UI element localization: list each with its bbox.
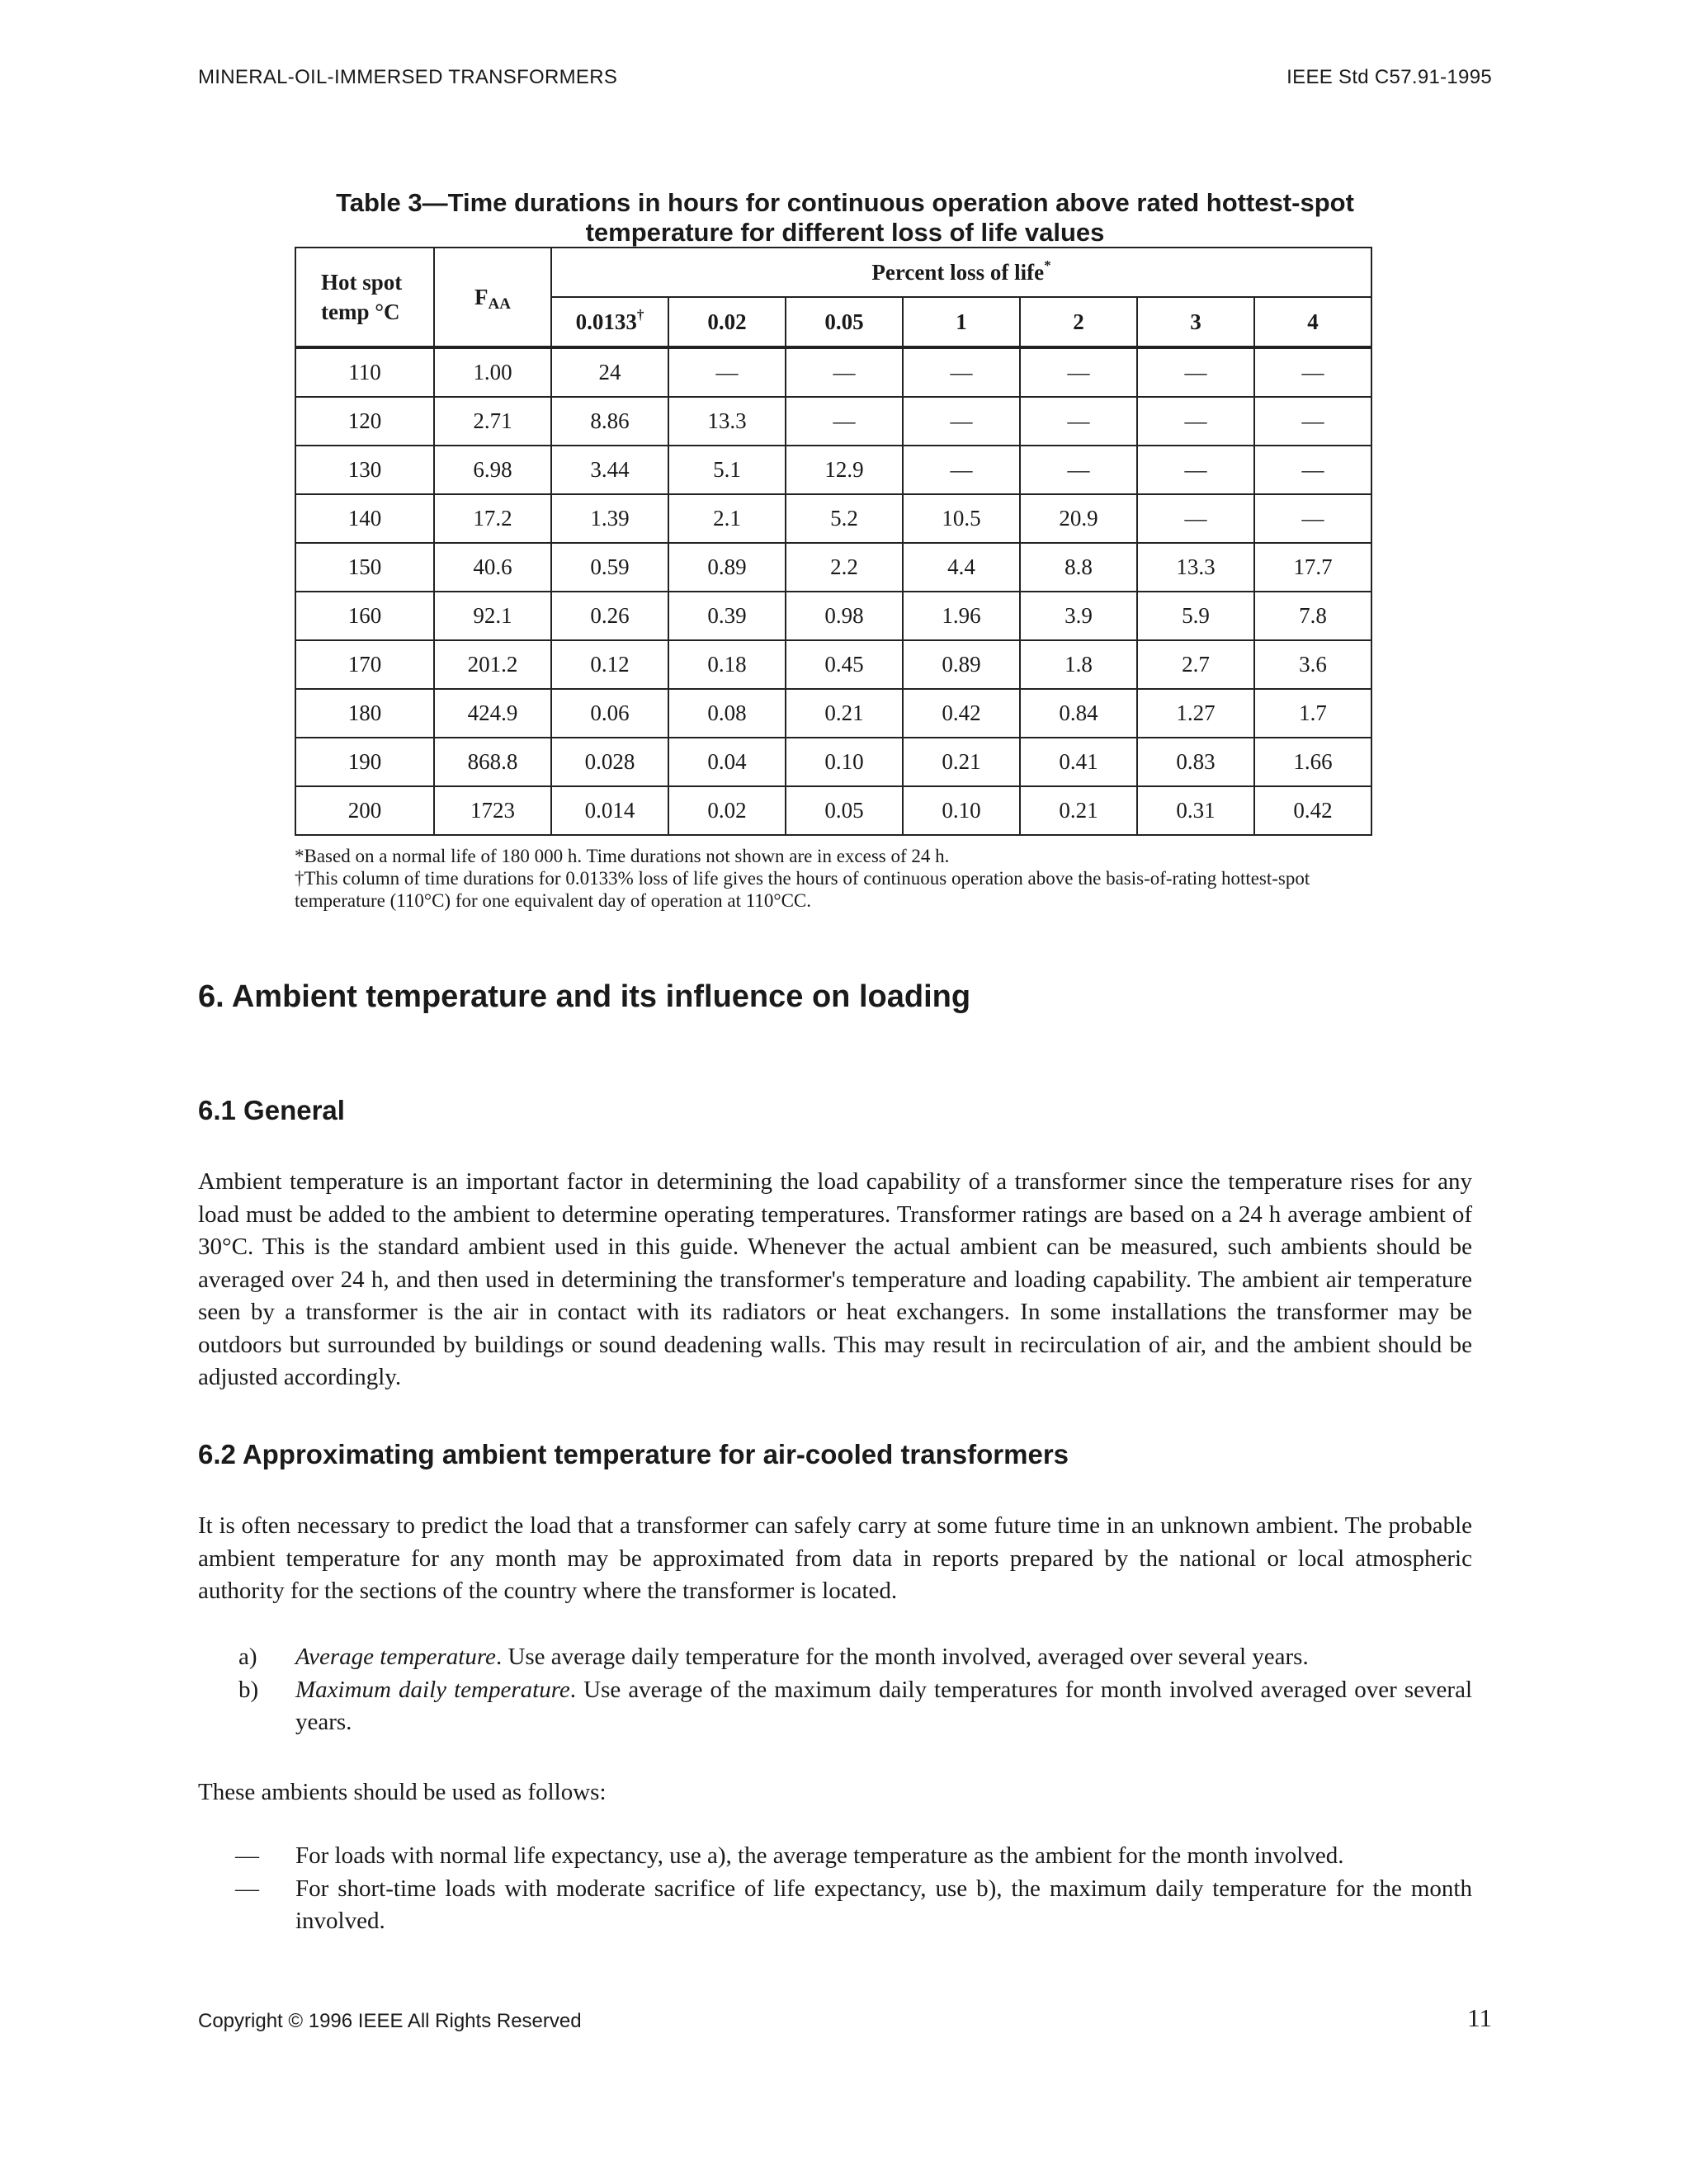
cell-duration: —: [1137, 446, 1254, 494]
cell-duration: 8.8: [1020, 543, 1137, 592]
cell-duration: 0.39: [668, 592, 786, 640]
table-body: [295, 347, 1371, 835]
cell-duration: 0.028: [551, 738, 668, 786]
cell-duration: 1.96: [903, 592, 1020, 640]
cell-hot-spot-temp: 160: [295, 592, 434, 640]
footnote-marker-asterisk: *: [1044, 257, 1051, 273]
cell-hot-spot-temp: 200: [295, 786, 434, 835]
table-row: [295, 592, 1371, 640]
cell-hot-spot-temp: 120: [295, 397, 434, 446]
cell-faa: 92.1: [434, 592, 551, 640]
header-loss-0-0133: [551, 297, 668, 347]
cell-faa: 424.9: [434, 689, 551, 738]
table-footnotes: [295, 845, 1384, 912]
cell-duration: 7.8: [1254, 592, 1371, 640]
list-marker-a: a): [238, 1644, 257, 1670]
header-title: MINERAL-OIL-IMMERSED TRANSFORMERS: [198, 66, 618, 88]
section-6-heading: 6. Ambient temperature and its influence on loading: [198, 979, 971, 1014]
header-percent-loss-label: Percent loss of life: [871, 259, 1045, 285]
list-item-a-text: . Use average daily temperature for the month involved, averaged over several years.: [495, 1644, 1309, 1670]
table-row: [295, 494, 1371, 543]
header-loss-0-0133-value: 0.0133: [575, 309, 637, 334]
cell-duration: 0.014: [551, 786, 668, 835]
cell-duration: 10.5: [903, 494, 1020, 543]
cell-faa: 201.2: [434, 640, 551, 689]
cell-duration: —: [786, 347, 903, 397]
cell-duration: 0.42: [903, 689, 1020, 738]
cell-duration: —: [1254, 446, 1371, 494]
cell-duration: 8.86: [551, 397, 668, 446]
table-title-line-2: temperature for different loss of life values: [585, 218, 1105, 247]
usage-item-text: For short-time loads with moderate sacrifice of life expectancy, use b), the maximum daily temperature for the month involved.: [295, 1875, 1472, 1934]
header-hot-spot-line-2: temp °C: [321, 300, 400, 324]
cell-duration: 24: [551, 347, 668, 397]
section-6-2-paragraph: It is often necessary to predict the load that a transformer can safely carry at some future time in an unknown ambient. The probable ambient temperature for any month may be approximated from data in reports prepared by the national or local atmospheric authority for the sections of the country where the transformer is located.: [198, 1512, 1472, 1604]
header-standard-number: IEEE Std C57.91-1995: [1286, 66, 1492, 88]
cell-duration: 0.26: [551, 592, 668, 640]
term-maximum-daily-temperature: Maximum daily temperature: [295, 1676, 570, 1703]
usage-item: [198, 1840, 1472, 1873]
cell-duration: —: [1137, 397, 1254, 446]
cell-duration: 0.05: [786, 786, 903, 835]
header-loss-column: 1: [903, 297, 1020, 347]
copyright-notice: Copyright © 1996 IEEE All Rights Reserved: [198, 2010, 582, 2032]
cell-duration: 2.1: [668, 494, 786, 543]
cell-hot-spot-temp: 140: [295, 494, 434, 543]
header-loss-column: 0.02: [668, 297, 786, 347]
cell-duration: —: [1137, 494, 1254, 543]
cell-duration: 0.10: [903, 786, 1020, 835]
list-item-a: [198, 1641, 1472, 1674]
cell-duration: 20.9: [1020, 494, 1137, 543]
cell-duration: 0.89: [903, 640, 1020, 689]
cell-duration: 3.9: [1020, 592, 1137, 640]
table-row: [295, 689, 1371, 738]
usage-intro: These ambients should be used as follows:: [198, 1779, 607, 1805]
header-faa-subscript: AA: [488, 295, 511, 313]
cell-duration: —: [1254, 494, 1371, 543]
cell-duration: 4.4: [903, 543, 1020, 592]
term-average-temperature: Average temperature: [295, 1644, 496, 1670]
cell-duration: —: [1254, 397, 1371, 446]
cell-duration: 0.06: [551, 689, 668, 738]
usage-list: [198, 1840, 1472, 1938]
cell-hot-spot-temp: 170: [295, 640, 434, 689]
table-row: [295, 786, 1371, 835]
list-item-b: [198, 1674, 1472, 1739]
dash-marker: —: [235, 1875, 259, 1902]
cell-duration: 0.84: [1020, 689, 1137, 738]
table-row: [295, 446, 1371, 494]
cell-duration: 0.59: [551, 543, 668, 592]
table-title: [248, 188, 1442, 248]
cell-duration: 13.3: [668, 397, 786, 446]
cell-duration: —: [1020, 446, 1137, 494]
header-percent-loss-of-life: [551, 248, 1371, 297]
cell-duration: 0.21: [1020, 786, 1137, 835]
cell-faa: 2.71: [434, 397, 551, 446]
cell-duration: 12.9: [786, 446, 903, 494]
cell-duration: 13.3: [1137, 543, 1254, 592]
table-title-line-1: Table 3—Time durations in hours for continuous operation above rated hottest-spot: [336, 188, 1354, 217]
cell-duration: 1.66: [1254, 738, 1371, 786]
cell-duration: —: [903, 446, 1020, 494]
cell-duration: 1.27: [1137, 689, 1254, 738]
table-row: [295, 543, 1371, 592]
list-marker-b: b): [238, 1676, 259, 1703]
cell-duration: —: [1254, 347, 1371, 397]
cell-faa: 868.8: [434, 738, 551, 786]
temperature-definitions-list: [198, 1641, 1472, 1739]
header-faa: [434, 248, 551, 347]
cell-hot-spot-temp: 130: [295, 446, 434, 494]
header-loss-column: 4: [1254, 297, 1371, 347]
cell-duration: 2.2: [786, 543, 903, 592]
cell-duration: 1.7: [1254, 689, 1371, 738]
cell-duration: 0.41: [1020, 738, 1137, 786]
table-row: [295, 738, 1371, 786]
footnote-asterisk: *Based on a normal life of 180 000 h. Time durations not shown are in excess of 24 h.: [295, 846, 950, 866]
table-row: [295, 640, 1371, 689]
cell-faa: 40.6: [434, 543, 551, 592]
cell-duration: —: [1020, 397, 1137, 446]
running-header: [198, 66, 1492, 92]
header-hot-spot-temp: [295, 248, 434, 347]
footnote-marker-dagger: †: [636, 306, 644, 323]
cell-duration: 3.6: [1254, 640, 1371, 689]
cell-duration: 5.2: [786, 494, 903, 543]
cell-duration: 1.39: [551, 494, 668, 543]
cell-duration: —: [668, 347, 786, 397]
cell-duration: 0.98: [786, 592, 903, 640]
header-loss-column: 0.05: [786, 297, 903, 347]
cell-duration: 1.8: [1020, 640, 1137, 689]
cell-duration: 0.10: [786, 738, 903, 786]
cell-duration: —: [1137, 347, 1254, 397]
cell-faa: 17.2: [434, 494, 551, 543]
page-footer: [198, 2003, 1492, 2036]
section-6-2-heading: 6.2 Approximating ambient temperature for air-cooled transformers: [198, 1439, 1069, 1469]
cell-duration: 0.89: [668, 543, 786, 592]
loss-of-life-table: [295, 247, 1372, 836]
footnote-dagger: †This column of time durations for 0.0133% loss of life gives the hours of continuous operation above the basis-of-rating hottest-spot temperature (110°C) for one equivalent day of operation at 110°CC.: [295, 868, 1310, 911]
cell-faa: 6.98: [434, 446, 551, 494]
cell-hot-spot-temp: 110: [295, 347, 434, 397]
cell-duration: 0.02: [668, 786, 786, 835]
list-item-b-text: . Use average of the maximum daily temperatures for month involved averaged over several years.: [295, 1676, 1473, 1735]
cell-faa: 1.00: [434, 347, 551, 397]
cell-hot-spot-temp: 190: [295, 738, 434, 786]
cell-duration: 5.9: [1137, 592, 1254, 640]
cell-duration: —: [786, 397, 903, 446]
table-row: [295, 347, 1371, 397]
cell-duration: —: [903, 397, 1020, 446]
cell-duration: 5.1: [668, 446, 786, 494]
header-faa-main: F: [474, 284, 489, 309]
cell-duration: 0.04: [668, 738, 786, 786]
header-hot-spot-line-1: Hot spot: [321, 270, 403, 295]
cell-faa: 1723: [434, 786, 551, 835]
table-row: [295, 397, 1371, 446]
cell-duration: 0.18: [668, 640, 786, 689]
page-number: 11: [1467, 2003, 1492, 2032]
usage-item: [198, 1873, 1472, 1938]
cell-duration: —: [1020, 347, 1137, 397]
cell-duration: 2.7: [1137, 640, 1254, 689]
header-loss-column: 2: [1020, 297, 1137, 347]
cell-duration: 0.21: [786, 689, 903, 738]
cell-hot-spot-temp: 180: [295, 689, 434, 738]
usage-item-text: For loads with normal life expectancy, use a), the average temperature as the ambient for the month involved.: [295, 1842, 1344, 1869]
cell-duration: 0.21: [903, 738, 1020, 786]
cell-duration: 0.12: [551, 640, 668, 689]
section-6-1-paragraph: Ambient temperature is an important factor in determining the load capability of a transformer since the temperature rises for any load must be added to the ambient to determine operating temperatures. Transformer ratings are based on a 24 h average ambient of 30°C. This is the standard ambient used in this guide. Whenever the actual ambient can be measured, such ambients should be averaged over 24 h, and then used in determining the transformer's temperature and loading capability. The ambient air temperature seen by a transformer is the air in contact with its radiators or heat exchangers. In some installations the transformer may be outdoors but surrounded by buildings or sound deadening walls. This may result in recirculation of air, and the ambient should be adjusted accordingly.: [198, 1168, 1472, 1390]
cell-hot-spot-temp: 150: [295, 543, 434, 592]
dash-marker: —: [235, 1842, 259, 1869]
cell-duration: 3.44: [551, 446, 668, 494]
section-6-1-heading: 6.1 General: [198, 1095, 345, 1125]
cell-duration: 0.45: [786, 640, 903, 689]
header-loss-column: 3: [1137, 297, 1254, 347]
cell-duration: 17.7: [1254, 543, 1371, 592]
cell-duration: 0.31: [1137, 786, 1254, 835]
cell-duration: 0.42: [1254, 786, 1371, 835]
cell-duration: —: [903, 347, 1020, 397]
cell-duration: 0.83: [1137, 738, 1254, 786]
cell-duration: 0.08: [668, 689, 786, 738]
